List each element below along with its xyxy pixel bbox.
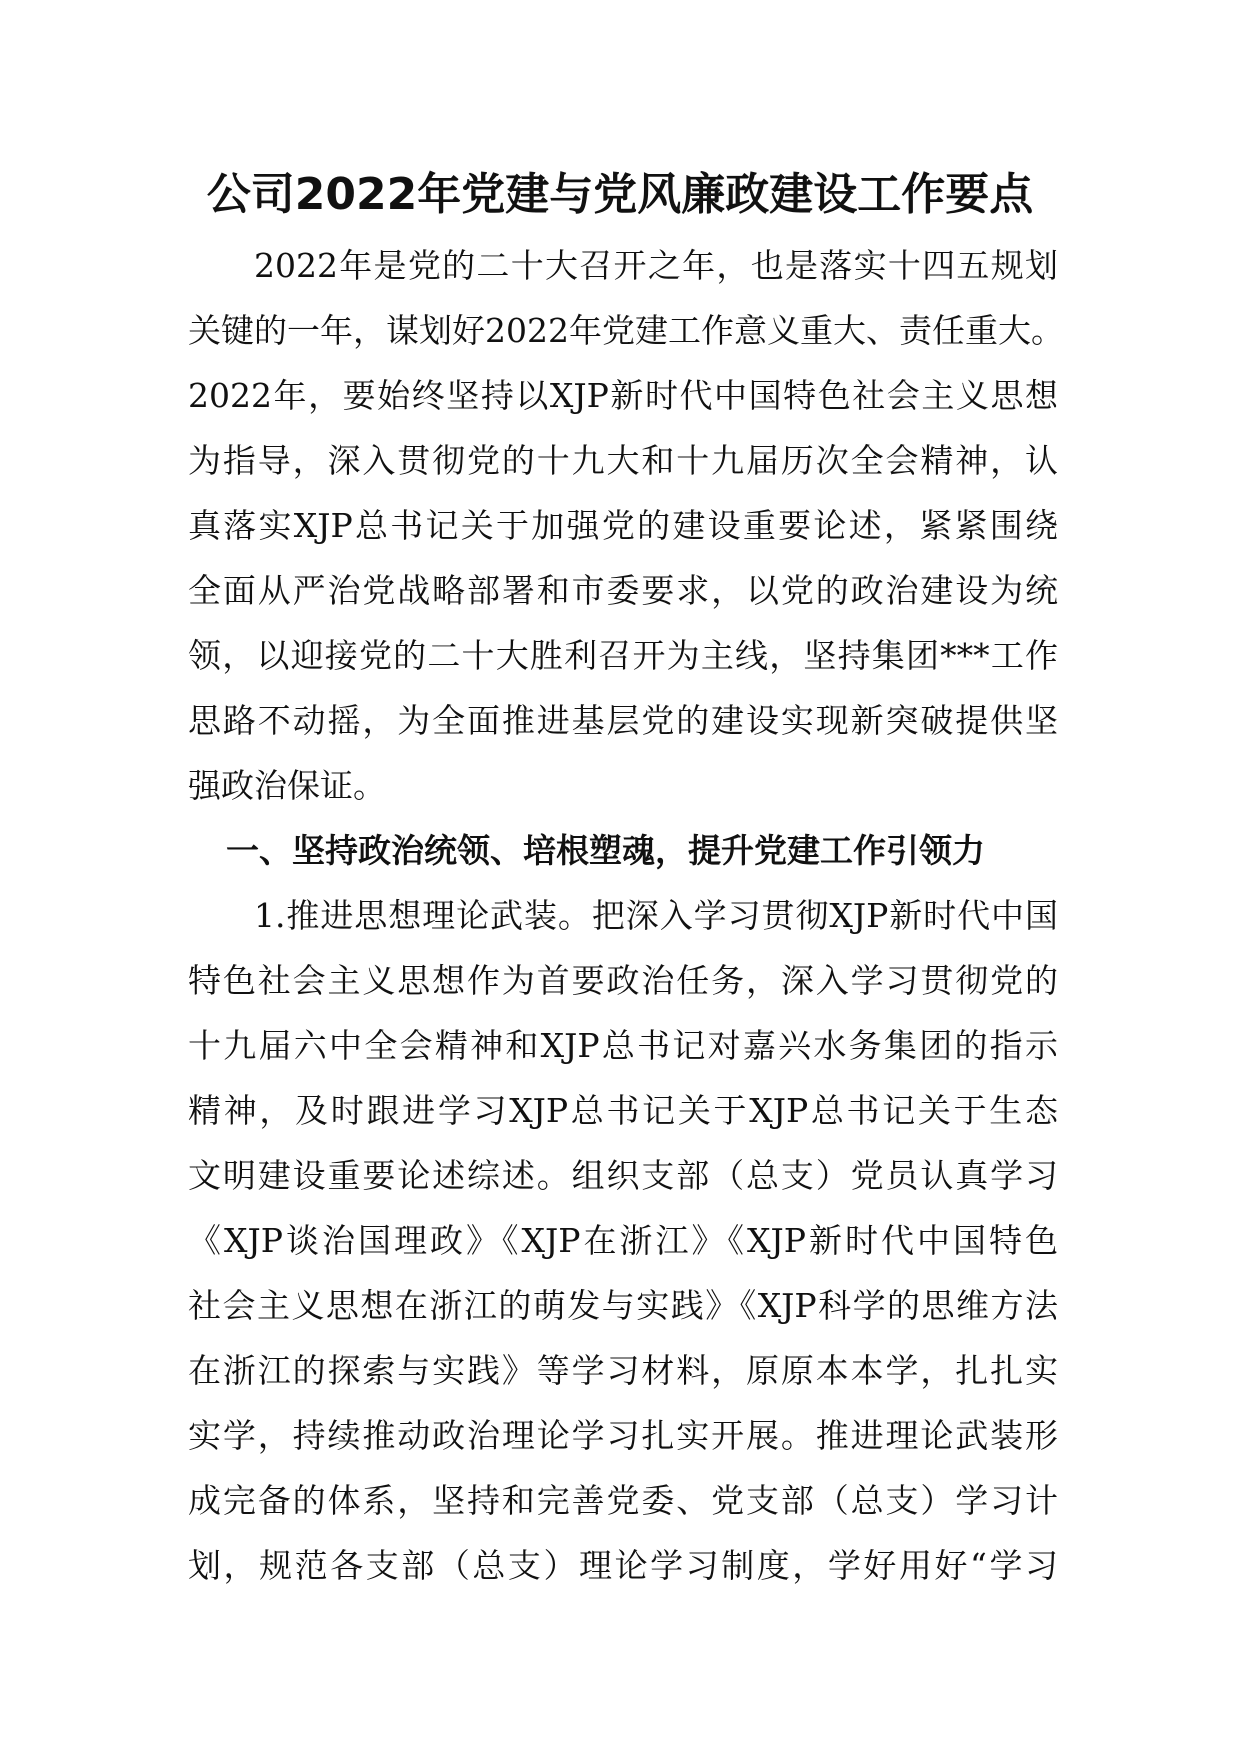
document-body (188, 233, 1064, 1598)
intro-line: 2022年是党的二十大召开之年，也是落实十四五规划 (254, 246, 1058, 285)
document-title: 公司2022年党建与党风廉政建设工作要点 (206, 169, 1034, 220)
section-line: 《XJP谈治国理政》《XJP在浙江》《XJP新时代中国特色 (188, 1221, 1058, 1260)
section-line: 十九届六中全会精神和XJP总书记对嘉兴水务集团的指示 (188, 1026, 1058, 1065)
intro-line: 领，以迎接党的二十大胜利召开为主线，坚持集团***工作 (188, 636, 1058, 675)
section-line: 特色社会主义思想作为首要政治任务，深入学习贯彻党的 (188, 961, 1058, 1000)
section-line: 社会主义思想在浙江的萌发与实践》《XJP科学的思维方法 (188, 1286, 1058, 1325)
section-heading: 一、坚持政治统领、培根塑魂，提升党建工作引领力 (226, 831, 985, 870)
intro-line: 全面从严治党战略部署和市委要求，以党的政治建设为统 (188, 571, 1058, 610)
section-line: 在浙江的探索与实践》等学习材料，原原本本学，扎扎实 (188, 1351, 1058, 1390)
intro-line: 强政治保证。 (188, 766, 386, 805)
section-line: 精神，及时跟进学习XJP总书记关于XJP总书记关于生态 (188, 1091, 1058, 1130)
section-line: 划，规范各支部（总支）理论学习制度，学好用好“学习 (188, 1546, 1058, 1585)
intro-line: 真落实XJP总书记关于加强党的建设重要论述，紧紧围绕 (188, 506, 1058, 545)
section-line: 文明建设重要论述综述。组织支部（总支）党员认真学习 (188, 1156, 1058, 1195)
intro-line: 为指导，深入贯彻党的十九大和十九届历次全会精神，认 (188, 441, 1058, 480)
intro-line: 思路不动摇，为全面推进基层党的建设实现新突破提供坚 (188, 701, 1058, 740)
section-line: 成完备的体系，坚持和完善党委、党支部（总支）学习计 (188, 1481, 1058, 1520)
section-line: 1.推进思想理论武装。把深入学习贯彻XJP新时代中国 (254, 896, 1058, 935)
intro-line: 关键的一年，谋划好2022年党建工作意义重大、责任重大。 (188, 311, 1064, 350)
intro-line: 2022年，要始终坚持以XJP新时代中国特色社会主义思想 (188, 376, 1058, 415)
section-line: 实学，持续推动政治理论学习扎实开展。推进理论武装形 (188, 1416, 1058, 1455)
